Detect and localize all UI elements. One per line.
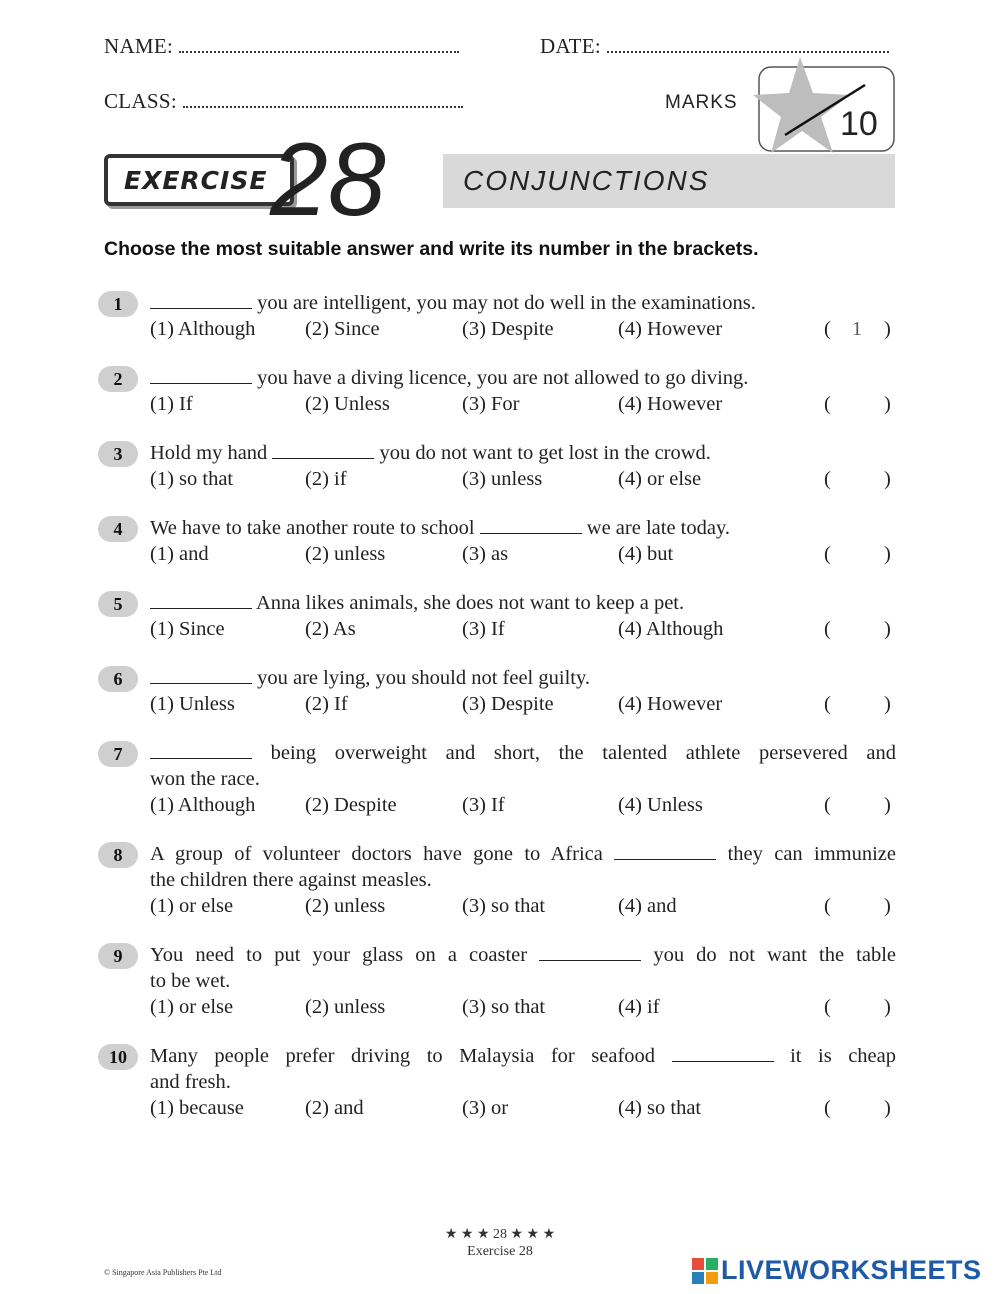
- question-text-line2: won the race.: [150, 768, 260, 790]
- question-number: 5: [98, 591, 138, 617]
- question-number: 3: [98, 441, 138, 467]
- answer-option: (2) unless: [305, 895, 386, 917]
- answer-option: (4) if: [618, 996, 660, 1018]
- bracket-close: ): [884, 693, 891, 715]
- star-icon: [753, 57, 850, 153]
- answer-blank: [150, 740, 252, 759]
- answer-option: (3) If: [462, 794, 505, 816]
- answer-option: (4) or else: [618, 468, 702, 490]
- question-text-before: Hold my hand: [150, 442, 268, 464]
- instruction: Choose the most suitable answer and write its number in the brackets.: [104, 238, 759, 260]
- question-text: [150, 515, 896, 541]
- bracket-close: ): [884, 318, 891, 340]
- answer-blank: [614, 841, 716, 860]
- answer-blank: [150, 365, 252, 384]
- copyright: © Singapore Asia Publishers Pte Ltd: [104, 1268, 222, 1277]
- question-number: 6: [98, 666, 138, 692]
- question-text-before: A group of volunteer doctors have gone to Africa: [150, 843, 603, 865]
- answer-blank: [150, 590, 252, 609]
- bracket-close: ): [884, 895, 891, 917]
- marks-label: MARKS: [665, 92, 738, 113]
- question-text-after: you have a diving licence, you are not allowed to go diving.: [257, 367, 749, 389]
- exercise-label-box: [104, 154, 294, 206]
- answer-option: (2) Unless: [305, 393, 390, 415]
- answer-option: (2) unless: [305, 996, 386, 1018]
- answer-option: (1) Although: [150, 318, 256, 340]
- question-text-after: Anna likes animals, she does not want to keep a pet.: [256, 592, 685, 614]
- answer-option: (3) If: [462, 618, 505, 640]
- answer-option: (2) Despite: [305, 794, 397, 816]
- answer-option: (2) As: [305, 618, 356, 640]
- answer-blank: [150, 665, 252, 684]
- answer-option: (3) Despite: [462, 318, 554, 340]
- bracket-close: ): [884, 543, 891, 565]
- answer-blank: [272, 440, 374, 459]
- question-text: [150, 665, 896, 691]
- class-label: CLASS:: [104, 89, 177, 113]
- bracket-open: (: [824, 543, 831, 565]
- question-text-before: Many people prefer driving to Malaysia for seafood: [150, 1045, 656, 1067]
- question-text-line2: and fresh.: [150, 1071, 231, 1093]
- question-text: [150, 590, 896, 616]
- date-label: DATE:: [540, 34, 601, 58]
- answer-option: (1) If: [150, 393, 193, 415]
- question-text: [150, 740, 896, 766]
- question-text-before: We have to take another route to school: [150, 517, 475, 539]
- question-text-after: we are late today.: [586, 517, 731, 539]
- bracket-open: (: [824, 1097, 831, 1119]
- exercise-label: EXERCISE: [124, 165, 268, 195]
- exercise-number: 28: [270, 122, 386, 238]
- brand-name: LIVEWORKSHEETS: [721, 1255, 982, 1285]
- bracket-close: ): [884, 1097, 891, 1119]
- answer-option: (1) because: [150, 1097, 244, 1119]
- date-blank[interactable]: [607, 47, 889, 53]
- answer-option: (4) Although: [618, 618, 724, 640]
- question-text-after: you do not want to get lost in the crowd.: [379, 442, 711, 464]
- answer-option: (3) unless: [462, 468, 543, 490]
- answer-blank: [539, 942, 641, 961]
- question-text: [150, 365, 896, 391]
- topic-title: CONJUNCTIONS: [463, 165, 710, 196]
- question-number: 1: [98, 291, 138, 317]
- question-text-after: they can immunize: [727, 843, 897, 865]
- bracket-close: ): [884, 794, 891, 816]
- answer-option: (4) However: [618, 693, 723, 715]
- answer-option: (2) and: [305, 1097, 364, 1119]
- question-number: 9: [98, 943, 138, 969]
- liveworksheets-icon: [692, 1258, 718, 1284]
- question-number: 4: [98, 516, 138, 542]
- question-text-line2: to be wet.: [150, 970, 231, 992]
- question-text: [150, 942, 896, 968]
- class-blank[interactable]: [183, 102, 463, 108]
- answer-option: (4) so that: [618, 1097, 702, 1119]
- answer-option: (1) and: [150, 543, 209, 565]
- answer-blank: [672, 1043, 774, 1062]
- bracket-close: ): [884, 618, 891, 640]
- answer-option: (1) or else: [150, 996, 234, 1018]
- class-field: [104, 89, 463, 114]
- question-text: [150, 1043, 896, 1069]
- bracket-open: (: [824, 618, 831, 640]
- answer-option: (1) or else: [150, 895, 234, 917]
- name-field: [104, 34, 459, 59]
- question-text: [150, 290, 896, 316]
- bracket-open: (: [824, 794, 831, 816]
- answer-option: (2) if: [305, 468, 347, 490]
- liveworksheets-logo: [692, 1255, 982, 1286]
- page-number: ★ ★ ★ 28 ★ ★ ★: [444, 1227, 556, 1242]
- answer-option: (3) as: [462, 543, 509, 565]
- name-label: NAME:: [104, 34, 174, 58]
- question-text-before: You need to put your glass on a coaster: [150, 944, 528, 966]
- answer-option: (2) unless: [305, 543, 386, 565]
- answer-option: (3) so that: [462, 895, 546, 917]
- question-text-after: you do not want the table: [653, 944, 897, 966]
- question-number: 10: [98, 1044, 138, 1070]
- question-text-after: you are lying, you should not feel guilty.: [257, 667, 591, 689]
- answer-option: (3) so that: [462, 996, 546, 1018]
- answer-option: (3) or: [462, 1097, 509, 1119]
- answer-option: (1) Since: [150, 618, 225, 640]
- answer-option: (1) Although: [150, 794, 256, 816]
- question-number: 7: [98, 741, 138, 767]
- name-blank[interactable]: [179, 47, 459, 53]
- question-text: [150, 440, 896, 466]
- bracket-open: (: [824, 318, 831, 340]
- answer-blank: [150, 290, 252, 309]
- answer-option: (2) If: [305, 693, 348, 715]
- answer-option: (1) so that: [150, 468, 234, 490]
- marks-total: 10: [840, 105, 878, 143]
- bracket-open: (: [824, 895, 831, 917]
- question-text-after: being overweight and short, the talented athlete persevered and: [270, 742, 896, 764]
- footer-label: Exercise 28: [467, 1244, 533, 1259]
- answer-option: (3) Despite: [462, 693, 554, 715]
- answer-option: (4) but: [618, 543, 674, 565]
- question-number: 2: [98, 366, 138, 392]
- question-text: [150, 841, 896, 867]
- bracket-open: (: [824, 468, 831, 490]
- bracket-close: ): [884, 996, 891, 1018]
- question-text-after: you are intelligent, you may not do well in the examinations.: [257, 292, 756, 314]
- topic-title-bar: [443, 154, 895, 208]
- question-text-after: it is cheap: [790, 1045, 897, 1067]
- answer-option: (3) For: [462, 393, 520, 415]
- answer-option: (2) Since: [305, 318, 380, 340]
- answer-option: (4) and: [618, 895, 677, 917]
- question-number: 8: [98, 842, 138, 868]
- answer-blank: [480, 515, 582, 534]
- bracket-close: ): [884, 468, 891, 490]
- answer-option: (1) Unless: [150, 693, 235, 715]
- bracket-open: (: [824, 996, 831, 1018]
- answer-option: (4) However: [618, 318, 723, 340]
- answer-option: (4) Unless: [618, 794, 703, 816]
- bracket-open: (: [824, 693, 831, 715]
- bracket-close: ): [884, 393, 891, 415]
- answer-option: (4) However: [618, 393, 723, 415]
- answer-input[interactable]: 1: [852, 318, 862, 340]
- bracket-open: (: [824, 393, 831, 415]
- question-text-line2: the children there against measles.: [150, 869, 432, 891]
